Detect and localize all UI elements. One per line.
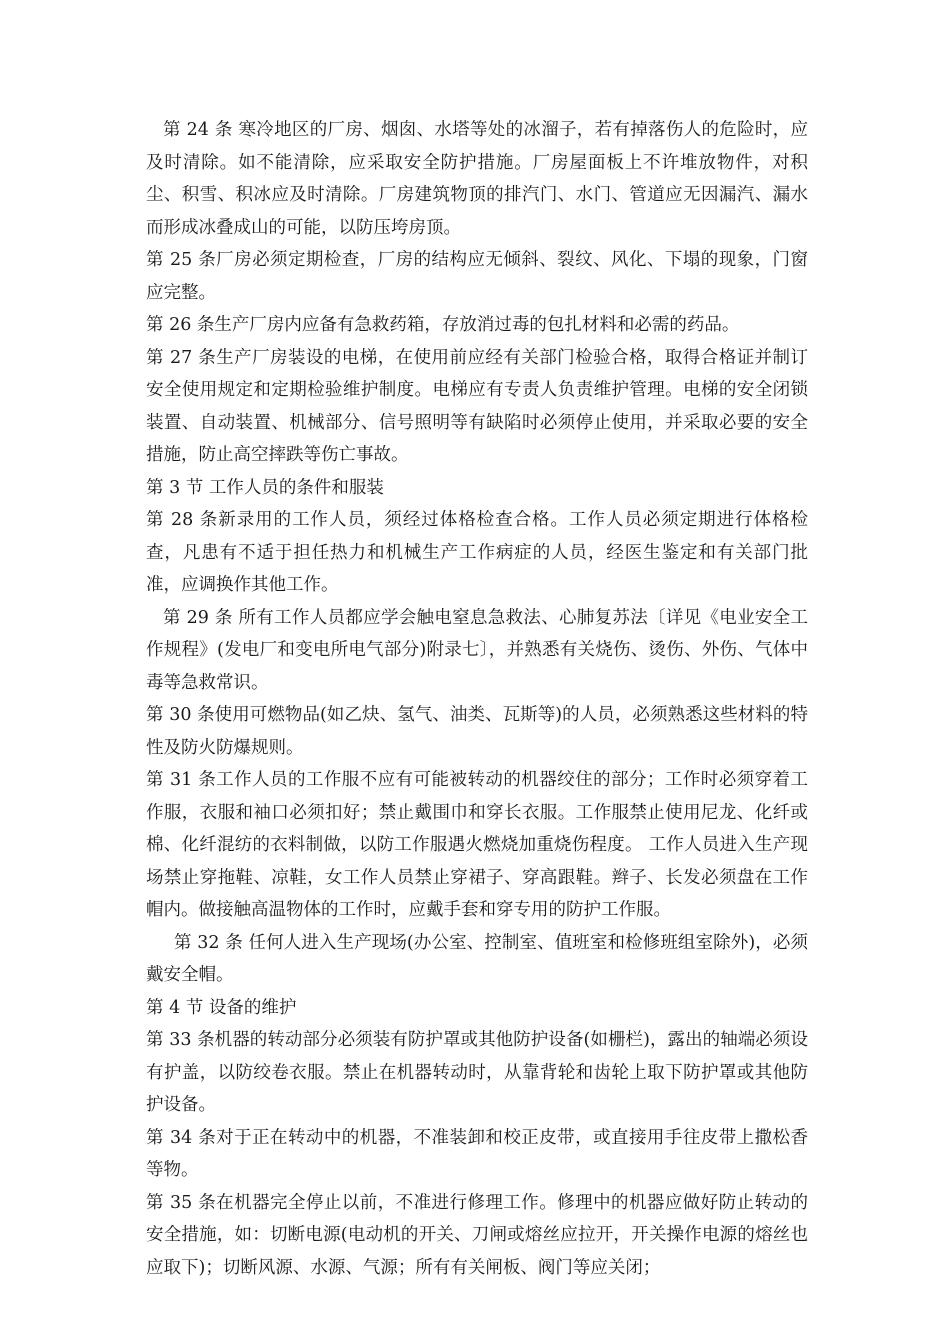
article-24: 第 24 条 寒冷地区的厂房、烟囱、水塔等处的冰溜子，若有掉落伤人的危险时，应及时清除。如不能清除，应采取安全防护措施。厂房屋面板上不许堆放物件，对积尘、积雪、积冰应及时清除。厂房建筑物顶的排汽门、水门、管道应无因漏汽、漏水而形成冰叠成山的可能，以防压垮房顶。 — [146, 120, 808, 238]
article-31: 第 31 条工作人员的工作服不应有可能被转动的机器绞住的部分；工作时必须穿着工作服，衣服和袖口必须扣好；禁止戴围巾和穿长衣服。工作服禁止使用尼龙、化纤或棉、化纤混纺的衣料制做，以防工作服遇火燃烧加重烧伤程度。 工作人员进入生产现场禁止穿拖鞋、凉鞋，女工作人员禁止穿裙子、穿高跟鞋。辫子、长发必须盘在工作帽内。做接触高温物体的工作时，应戴手套和穿专用的防护工作服。 — [146, 770, 808, 920]
section-3-heading: 第 3 节 工作人员的条件和服装 — [146, 477, 384, 498]
section-4-heading: 第 4 节 设备的维护 — [146, 997, 297, 1018]
article-26: 第 26 条生产厂房内应备有急救药箱，存放消过毒的包扎材料和必需的药品。 — [146, 315, 740, 335]
article-27: 第 27 条生产厂房装设的电梯，在使用前应经有关部门检验合格，取得合格证并制订安全使用规定和定期检验维护制度。电梯应有专责人负责维护管理。电梯的安全闭锁装置、自动装置、机械部分、信号照明等有缺陷时必须停止使用，并采取必要的安全措施，防止高空摔跌等伤亡事故。 — [146, 347, 808, 465]
article-35: 第 35 条在机器完全停止以前，不准进行修理工作。修理中的机器应做好防止转动的安全措施，如：切断电源(电动机的开关、刀闸或熔丝应拉开，开关操作电源的熔丝也应取下)；切断风源、水源、气源；所有有关闸板、阀门等应关闭； — [146, 1192, 808, 1278]
article-30: 第 30 条使用可燃物品(如乙炔、氢气、油类、瓦斯等)的人员，必须熟悉这些材料的特性及防火防爆规则。 — [146, 705, 808, 758]
article-33: 第 33 条机器的转动部分必须装有防护罩或其他防护设备(如栅栏)，露出的轴端必须设有护盖，以防绞卷衣服。禁止在机器转动时，从靠背轮和齿轮上取下防护罩或其他防护设备。 — [146, 1030, 808, 1115]
document-body — [146, 114, 808, 1284]
article-32: 第 32 条 任何人进入生产现场(办公室、控制室、值班室和检修班组室除外)，必须戴安全帽。 — [146, 932, 808, 985]
article-25: 第 25 条厂房必须定期检查，厂房的结构应无倾斜、裂纹、风化、下塌的现象，门窗应完整。 — [146, 250, 808, 303]
article-29: 第 29 条 所有工作人员都应学会触电窒息急救法、心肺复苏法〔详见《电业安全工作规程》(发电厂和变电所电气部分)附录七〕，并熟悉有关烧伤、烫伤、外伤、气体中毒等急救常识。 — [146, 607, 808, 693]
article-34: 第 34 条对于正在转动中的机器，不准装卸和校正皮带，或直接用手往皮带上撒松香等物。 — [146, 1127, 808, 1180]
article-28: 第 28 条新录用的工作人员，须经过体格检查合格。工作人员必须定期进行体格检查，凡患有不适于担任热力和机械生产工作病症的人员，经医生鉴定和有关部门批准，应调换作其他工作。 — [146, 510, 808, 595]
